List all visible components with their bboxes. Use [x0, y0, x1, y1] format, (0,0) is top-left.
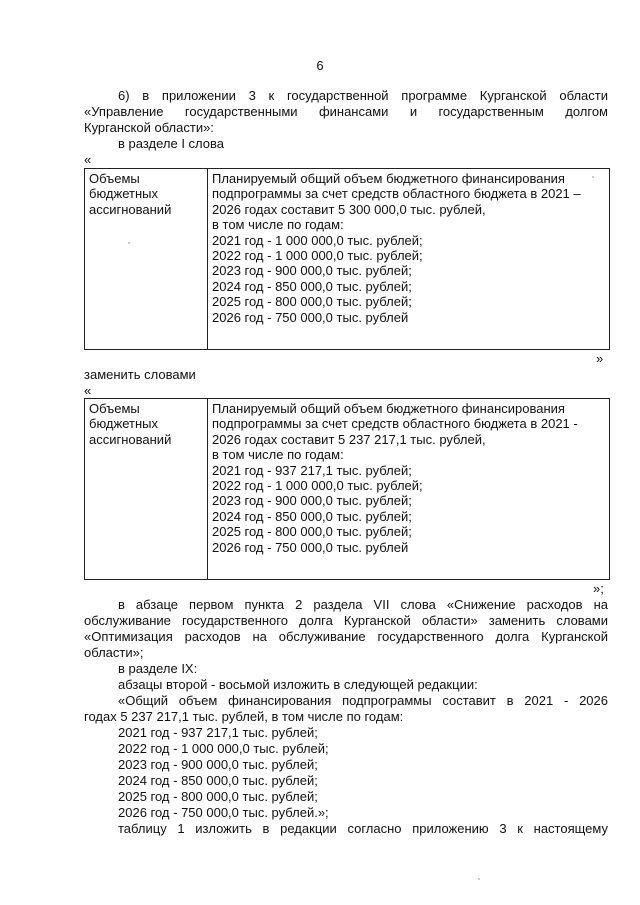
section9-year-line: 2024 год - 850 000,0 тыс. рублей;: [118, 773, 318, 788]
old-text-line: в том числе по годам:: [212, 217, 344, 233]
new-text-line: Планируемый общий объем бюджетного финансирования: [212, 401, 565, 416]
old-table-label-cell: [85, 169, 208, 350]
scan-speck: [128, 242, 130, 244]
new-text-line: 2026 годах составит 5 237 217,1 тыс. рублей,: [212, 431, 486, 447]
section9-year-line: 2022 год - 1 000 000,0 тыс. рублей;: [118, 741, 329, 756]
section7-line-1: в абзаце первом пункта 2 раздела VII слова «Снижение расходов на: [118, 597, 608, 612]
new-text-line: в том числе по годам:: [212, 447, 344, 463]
new-table-label-cell: [85, 399, 208, 580]
close-quote-1: »: [596, 351, 604, 366]
old-text-line: Планируемый общий объем бюджетного финансирования: [212, 171, 565, 186]
old-text-line: 2025 год - 800 000,0 тыс. рублей;: [212, 294, 412, 310]
new-table-text-cell: [208, 399, 610, 580]
scan-speck: [592, 176, 594, 178]
old-label-line: ассигнований: [89, 201, 172, 217]
old-text-line: 2026 годах составит 5 300 000,0 тыс. рублей,: [212, 201, 486, 217]
old-text-line: 2022 год - 1 000 000,0 тыс. рублей;: [212, 248, 423, 264]
old-label-line: бюджетных: [89, 186, 158, 202]
new-text-line: подпрограммы за счет средств областного бюджета в 2021 -: [212, 416, 578, 432]
new-label-line: бюджетных: [89, 416, 158, 432]
new-text-line: 2023 год - 900 000,0 тыс. рублей;: [212, 493, 412, 509]
section9-table-line: таблицу 1 изложить в редакции согласно приложению 3 к настоящему: [118, 821, 608, 836]
old-text-line: 2024 год - 850 000,0 тыс. рублей;: [212, 278, 412, 294]
section9-quote-line-1: «Общий объем финансирования подпрограммы составит в 2021 - 2026: [118, 693, 608, 708]
close-quote-2: »;: [593, 581, 604, 596]
section9-abzacy: абзацы второй - восьмой изложить в следующей редакции:: [118, 677, 478, 692]
intro-line-2: «Управление государственными финансами и государственным долгом: [84, 104, 608, 119]
section7-line-2: обслуживание государственного долга Курганской области» заменить словами: [84, 613, 608, 628]
open-quote-2: «: [84, 383, 92, 398]
new-text-line: 2022 год - 1 000 000,0 тыс. рублей;: [212, 478, 423, 494]
old-text-line: подпрограммы за счет средств областного бюджета в 2021 –: [212, 186, 581, 202]
old-text-line: 2026 год - 750 000,0 тыс. рублей: [212, 309, 409, 325]
old-label-line: Объемы: [89, 171, 140, 186]
section7-line-3: «Оптимизация расходов на обслуживание государственного долга Курганской: [84, 629, 608, 644]
new-label-line: ассигнований: [89, 431, 172, 447]
section7-line-4: области»;: [84, 645, 144, 660]
old-text-line: 2023 год - 900 000,0 тыс. рублей;: [212, 263, 412, 279]
page-number: 6: [316, 58, 324, 73]
new-text-line: 2026 год - 750 000,0 тыс. рублей: [212, 539, 409, 555]
old-funding-table: [84, 168, 610, 350]
old-table-text-cell: [208, 169, 610, 350]
section9-quote-line-2: годах 5 237 217,1 тыс. рублей, в том числе по годам:: [84, 709, 404, 724]
section9-year-line: 2021 год - 937 217,1 тыс. рублей;: [118, 725, 318, 740]
new-text-line: 2024 год - 850 000,0 тыс. рублей;: [212, 508, 412, 524]
section9-year-line: 2023 год - 900 000,0 тыс. рублей;: [118, 757, 318, 772]
intro-line-1: 6) в приложении 3 к государственной программе Курганской области: [118, 88, 608, 103]
scan-speck: [478, 878, 480, 880]
intro-line-4: в разделе I слова: [118, 136, 224, 151]
replace-words: заменить словами: [84, 367, 196, 382]
new-text-line: 2025 год - 800 000,0 тыс. рублей;: [212, 524, 412, 540]
intro-line-3: Курганской области»:: [84, 120, 214, 135]
section9-year-line: 2025 год - 800 000,0 тыс. рублей;: [118, 789, 318, 804]
new-label-line: Объемы: [89, 401, 140, 416]
new-funding-table: [84, 398, 610, 580]
old-text-line: 2021 год - 1 000 000,0 тыс. рублей;: [212, 232, 423, 248]
section9-year-line: 2026 год - 750 000,0 тыс. рублей.»;: [118, 805, 329, 820]
new-text-line: 2021 год - 937 217,1 тыс. рублей;: [212, 462, 412, 478]
section9-heading: в разделе IX:: [118, 661, 198, 676]
open-quote-1: «: [84, 152, 92, 167]
